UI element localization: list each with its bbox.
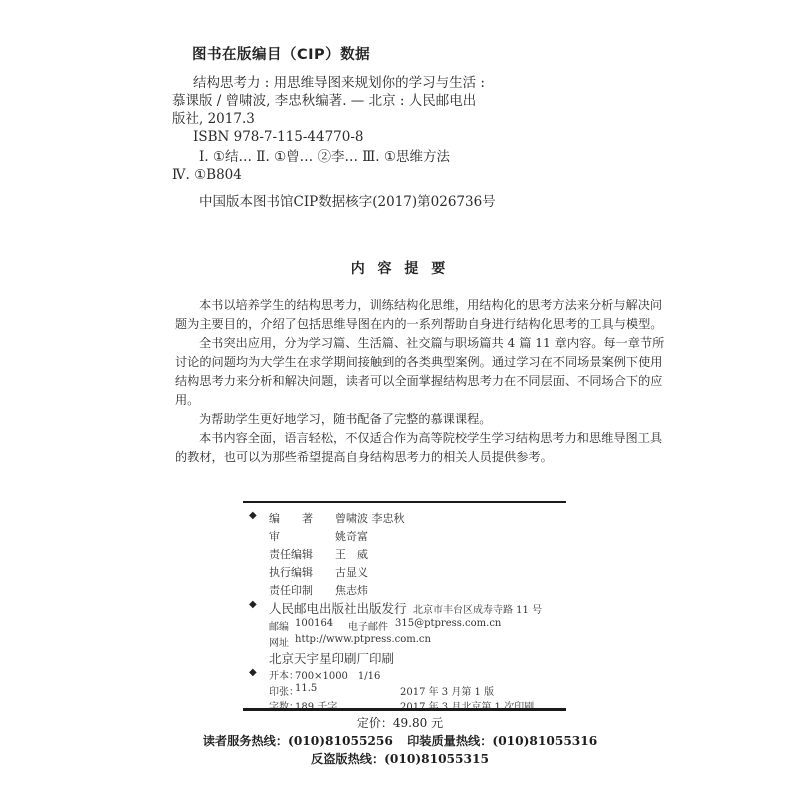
colophon-bottom-rule: [243, 708, 566, 711]
publisher-name: 人民邮电出版社出版发行: [269, 601, 407, 616]
print-quality-hotline: 印装质量热线：(010)81055316: [407, 734, 598, 748]
postcode: 100164: [295, 618, 334, 629]
summary-line: 全书突出应用，分为学习篇、生活篇、社交篇与职场篇共 4 篇 11 章内容。每一章节所: [199, 336, 665, 350]
credit-label: 编 著: [269, 512, 313, 525]
credit-label: 责任印制: [269, 584, 313, 597]
publisher-address: 北京市丰台区成寿寺路 11 号: [413, 605, 543, 616]
cip-record-line: 结构思考力 : 用思维导图来规划你的学习与生活 :: [193, 75, 485, 91]
postcode-label: 邮编: [269, 622, 289, 633]
summary-line: 本书以培养学生的结构思考力，训练结构化思维，用结构化的思考方法来分析与解决问: [199, 298, 663, 312]
cip-classification-line: Ⅳ. ①B804: [172, 167, 242, 183]
format-value: 700×1000 1/16: [295, 671, 381, 682]
sheets-label: 印张：: [269, 687, 299, 698]
summary-line: 题为主要目的，介绍了包括思维导图在内的一系列帮助自身进行结构化思考的工具与模型。: [175, 317, 663, 331]
summary-line: 为帮助学生更好地学习，随书配备了完整的慕课课程。: [199, 412, 492, 426]
colophon-top-rule: [243, 501, 566, 503]
reader-service-hotline: 读者服务热线：(010)81055256: [202, 734, 393, 748]
credit-label: 执行编辑: [269, 566, 313, 579]
summary-line: 本书内容全面，语言轻松，不仅适合作为高等院校学生学习结构思考力和思维导图工具: [199, 431, 663, 445]
summary-line: 用。: [175, 393, 200, 407]
diamond-bullet-icon: ◆: [249, 667, 257, 678]
diamond-bullet-icon: ◆: [249, 599, 257, 610]
credit-label: 审: [269, 530, 280, 543]
cip-heading: 图书在版编目（CIP）数据: [192, 47, 371, 63]
cip-record-line: 版社, 2017.3: [172, 111, 255, 127]
words-value: [295, 698, 337, 713]
email: 315@ptpress.com.cn: [395, 618, 502, 629]
printer-name: 北京天宇星印刷厂印刷: [269, 651, 395, 666]
cip-record-line: 慕课版 / 曾啸波, 李忠秋编著. — 北京 : 人民邮电出: [172, 93, 477, 109]
summary-title: 内 容 提 要: [350, 261, 450, 277]
edition: 2017 年 3 月第 1 版: [400, 687, 495, 698]
sheets-value: 11.5: [295, 683, 318, 694]
summary-body: [175, 296, 665, 467]
website-label: 网址: [269, 638, 289, 649]
printing: [400, 698, 534, 713]
cip-classification: [172, 148, 450, 184]
diamond-bullet-icon: ◆: [249, 510, 257, 521]
format-label: 开本：: [269, 671, 299, 682]
summary-line: 的教材，也可以为那些希望提高自身结构思考力的相关人员提供参考。: [175, 450, 553, 464]
cip-record: [172, 74, 488, 146]
summary-line: 结构思考力来分析和解决问题，读者可以全面掌握结构思考力在不同层面、不同场合下的应: [175, 374, 663, 388]
credit-value: 曾啸波 李忠秋: [335, 512, 405, 525]
summary-line: 讨论的问题均为大学生在求学期间接触到的各类典型案例。通过学习在不同场景案例下使用: [175, 355, 663, 369]
credit-label: 责任编辑: [269, 548, 313, 561]
cip-isbn: ISBN 978-7-115-44770-8: [193, 129, 364, 145]
email-label: 电子邮件: [348, 622, 388, 633]
hotline-row: [0, 732, 800, 749]
website-link: http://www.ptpress.com.cn: [295, 634, 431, 645]
credit-value: 焦志炜: [335, 584, 368, 597]
credit-value: 姚奇富: [335, 530, 368, 543]
cip-classification-line: Ⅰ. ①结… Ⅱ. ①曾… ②李… Ⅲ. ①思维方法: [199, 149, 450, 165]
credit-value: 王 威: [335, 548, 368, 561]
anti-piracy-hotline: 反盗版热线：(010)81055315: [311, 752, 489, 766]
credit-value: 古显义: [335, 566, 368, 579]
price: 定价：49.80 元: [356, 716, 444, 730]
cip-check-number: 中国版本图书馆CIP数据核字(2017)第026736号: [199, 194, 496, 210]
